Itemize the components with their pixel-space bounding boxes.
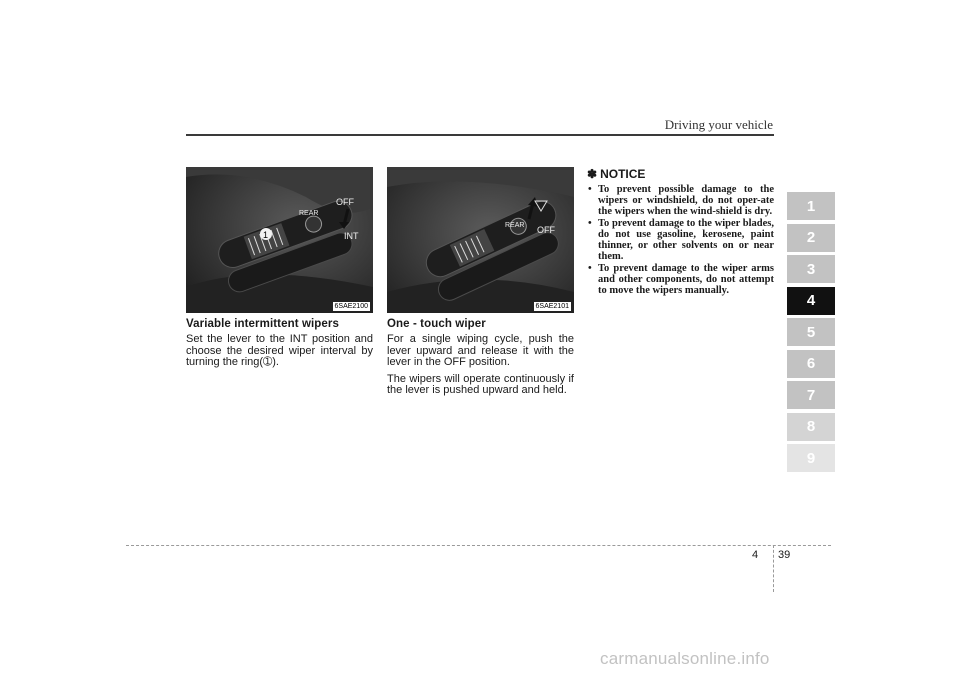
ring-callout: 1	[263, 230, 269, 240]
int-callout: INT	[344, 231, 359, 241]
notice-item: • To prevent possible damage to the wipers or windshield, do not oper-ate the wipers when the wind-shield is dry.	[587, 184, 774, 217]
section-paragraph: The wipers will operate continuously if the lever is pushed upward and held.	[387, 372, 574, 396]
section-body: Set the lever to the INT position and choose the desired wiper interval by turning the ring(➀).	[186, 333, 373, 368]
wiper-lever-mist-photo	[387, 167, 574, 313]
notice-title: ✽ NOTICE	[587, 167, 646, 181]
off-callout: OFF	[336, 197, 354, 207]
chapter-tab-4[interactable]: 4	[787, 287, 835, 315]
off-callout: OFF	[537, 225, 555, 235]
wiper-lever-mist-illustration	[387, 167, 574, 313]
header-rule	[186, 134, 774, 136]
page-chapter-number: 4	[752, 549, 759, 561]
notice-item: • To prevent damage to the wiper blades, do not use gasoline, kerosene, paint thinner, or other solvents on or near them.	[587, 218, 774, 262]
chapter-tab-1[interactable]: 1	[787, 192, 835, 220]
chapter-tab-2[interactable]: 2	[787, 224, 835, 252]
watermark: carmanualsonline.info	[600, 649, 770, 668]
notice-star-icon: ✽	[587, 167, 598, 181]
section-heading: Variable intermittent wipers	[186, 318, 339, 330]
section-paragraph: For a single wiping cycle, push the lever upward and release it with the lever in the OFF position.	[387, 333, 574, 368]
middle-column	[387, 167, 574, 402]
chapter-tabs	[787, 192, 835, 476]
page-number: 39	[778, 549, 791, 561]
chapter-tab-3[interactable]: 3	[787, 255, 835, 283]
chapter-tab-7[interactable]: 7	[787, 381, 835, 409]
notice-column	[587, 167, 774, 297]
header-title: Driving your vehicle	[664, 117, 773, 132]
svg-text:REAR: REAR	[505, 222, 525, 229]
figure-label: 6SAE2101	[535, 303, 569, 310]
footer-divider	[773, 545, 774, 592]
notice-item: • To prevent damage to the wiper arms and other components, do not attempt to move the wipers manually.	[587, 263, 774, 296]
chapter-tab-8[interactable]: 8	[787, 413, 835, 441]
chapter-tab-6[interactable]: 6	[787, 350, 835, 378]
wiper-lever-int-illustration	[186, 167, 373, 313]
chapter-tab-9[interactable]: 9	[787, 444, 835, 472]
left-column	[186, 167, 373, 374]
chapter-tab-5[interactable]: 5	[787, 318, 835, 346]
svg-text:REAR: REAR	[299, 210, 319, 217]
figure-label: 6SAE2100	[334, 303, 368, 310]
footer-rule	[126, 545, 831, 546]
section-heading: One - touch wiper	[387, 318, 486, 330]
wiper-lever-int-photo	[186, 167, 373, 313]
notice-list	[587, 184, 774, 296]
